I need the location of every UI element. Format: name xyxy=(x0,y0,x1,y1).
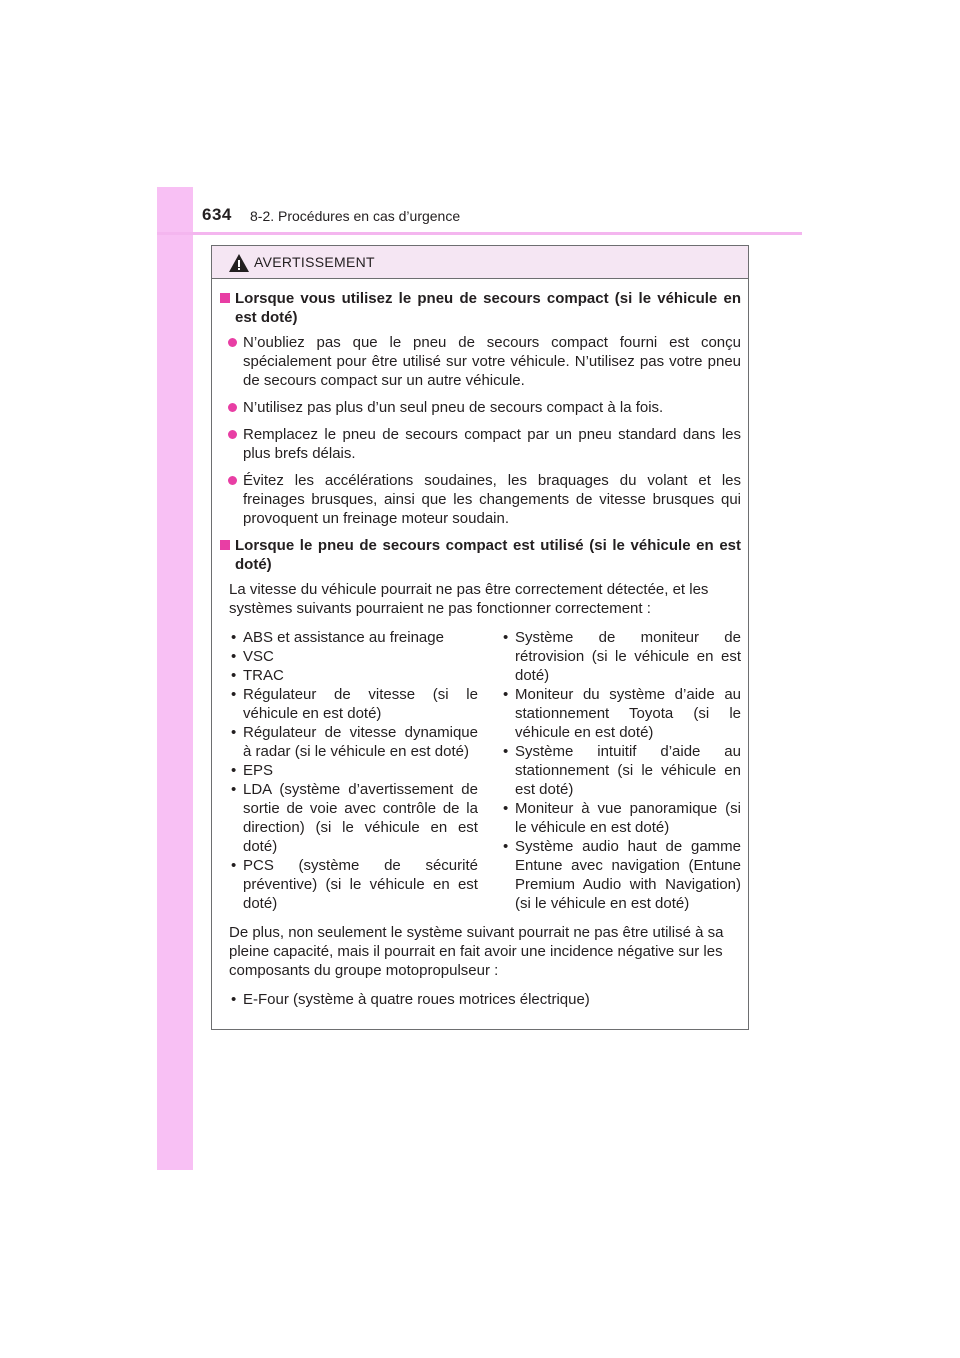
intro-paragraph: La vitesse du véhicule pourrait ne pas être correctement détectée, et les systèmes suivants pourraient ne pas fonctionner correctement : xyxy=(229,581,709,617)
page-number: 634 xyxy=(202,205,232,224)
round-bullet-icon xyxy=(228,476,237,485)
section-title: 8-2. Procédures en cas d’urgence xyxy=(250,208,461,224)
warning-box xyxy=(211,245,749,1030)
system-item: • VSC xyxy=(229,647,478,666)
system-item: • Système intuitif d’aide au stationnement (si le véhicule en est doté) xyxy=(501,742,741,799)
affected-systems-columns xyxy=(229,628,741,913)
square-bullet-icon xyxy=(220,293,230,303)
outro-paragraph: De plus, non seulement le système suivant pourrait ne pas être utilisé à sa pleine capacité, mais il pourrait en fait avoir une incidence négative sur les composants du groupe motopropulseur : xyxy=(229,924,724,979)
list-item: Remplacez le pneu de secours compact par un pneu standard dans les plus brefs délais. xyxy=(228,425,741,463)
header-rule xyxy=(157,232,802,235)
warning-label: AVERTISSEMENT xyxy=(254,254,375,270)
round-bullet-icon xyxy=(228,338,237,347)
system-item: • Moniteur du système d’aide au stationnement Toyota (si le véhicule en est doté) xyxy=(501,685,741,742)
round-bullet-icon xyxy=(228,430,237,439)
system-item: • Régulateur de vitesse (si le véhicule en est doté) xyxy=(229,685,478,723)
warning-content xyxy=(212,279,748,1009)
right-system-list xyxy=(501,628,741,913)
side-tab-strip xyxy=(157,187,193,1170)
warning-header xyxy=(212,246,748,279)
subheading-spare-use: Lorsque vous utilisez le pneu de secours compact (si le véhicule en est doté) xyxy=(219,289,741,327)
left-system-list xyxy=(229,628,478,913)
system-item: • Système audio haut de gamme Entune avec navigation (Entune Premium Audio with Navigation) (si le véhicule en est doté) xyxy=(501,837,741,913)
warning-triangle-icon xyxy=(228,253,250,273)
system-item: • Système de moniteur de rétrovision (si le véhicule en est doté) xyxy=(501,628,741,685)
system-item: • ABS et assistance au freinage xyxy=(229,628,478,647)
system-item: • Régulateur de vitesse dynamique à radar (si le véhicule en est doté) xyxy=(229,723,478,761)
system-item: • LDA (système d’avertissement de sortie de voie avec contrôle de la direction) (si le véhicule en est doté) xyxy=(229,780,478,856)
system-item: • TRAC xyxy=(229,666,478,685)
subheading-spare-used: Lorsque le pneu de secours compact est utilisé (si le véhicule en est doté) xyxy=(219,536,741,574)
list-item: N’oubliez pas que le pneu de secours compact fourni est conçu spécialement pour être utilisé sur votre véhicule. N’utilisez pas votre pneu de secours compact sur un autre véhicule. xyxy=(228,333,741,390)
system-item: • E-Four (système à quatre roues motrices électrique) xyxy=(229,990,741,1009)
list-item: N’utilisez pas plus d’un seul pneu de secours compact à la fois. xyxy=(228,398,741,417)
square-bullet-icon xyxy=(220,540,230,550)
list-item: Évitez les accélérations soudaines, les braquages du volant et les freinages brusques, ainsi que les changements de vitesse brusques qui provoquent un freinage moteur soudain. xyxy=(228,471,741,528)
system-item: • PCS (système de sécurité préventive) (si le véhicule en est doté) xyxy=(229,856,478,913)
system-item: • Moniteur à vue panoramique (si le véhicule en est doté) xyxy=(501,799,741,837)
system-item: • EPS xyxy=(229,761,478,780)
round-bullet-icon xyxy=(228,403,237,412)
powertrain-list xyxy=(229,990,741,1009)
